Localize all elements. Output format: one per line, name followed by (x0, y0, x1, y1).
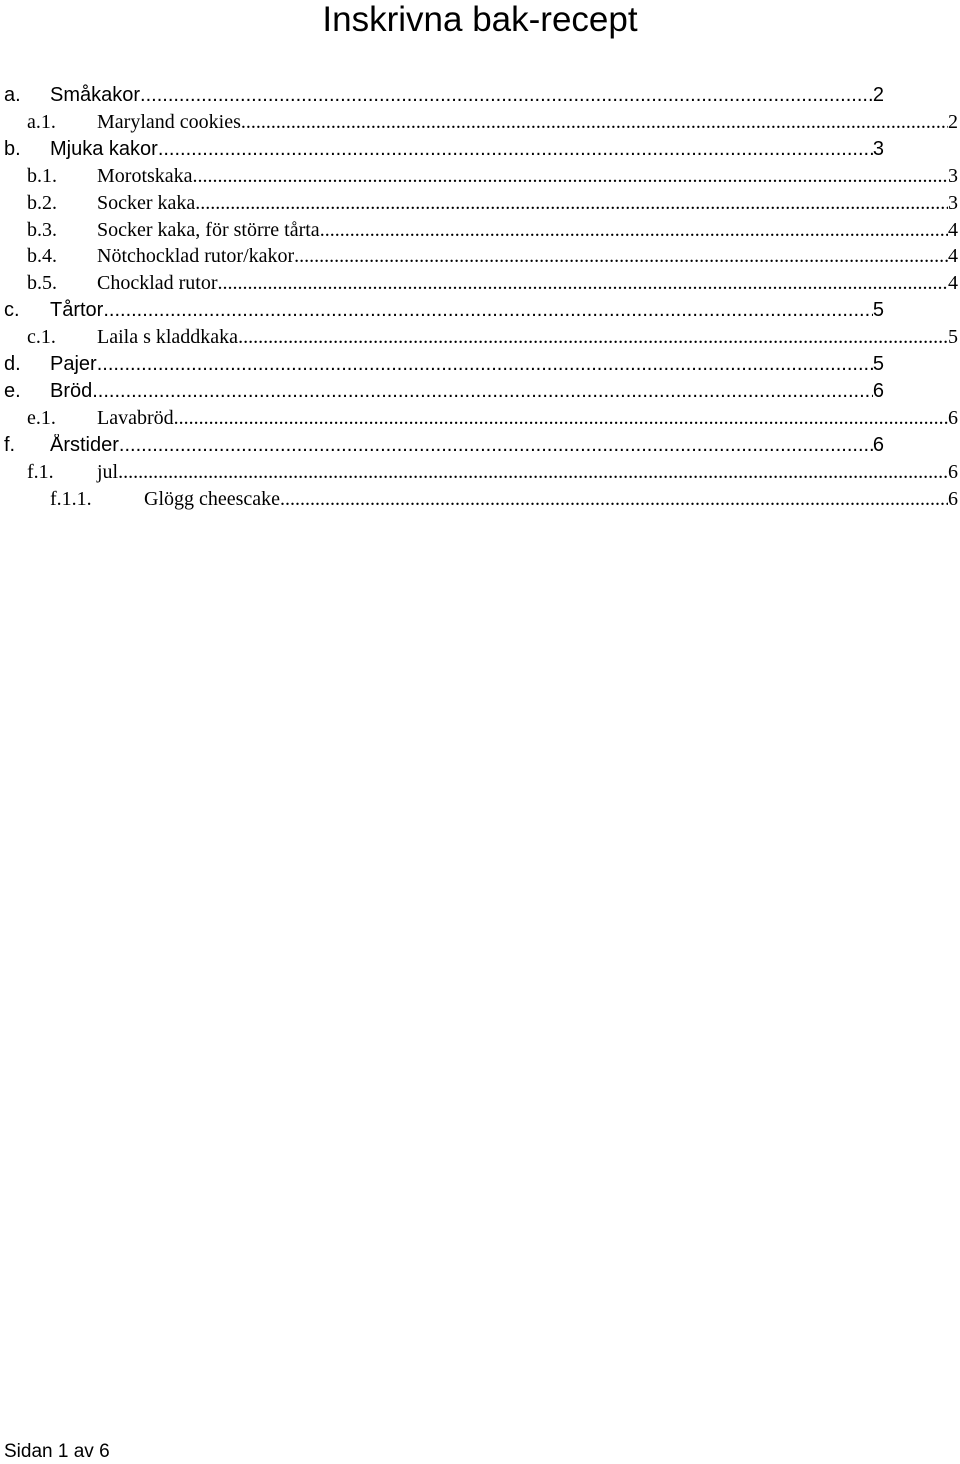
toc-entry-label: Socker kaka (97, 191, 196, 214)
toc-dot-leader (118, 461, 948, 484)
toc-entry[interactable] (4, 84, 884, 111)
toc-entry-label: Småkakor (50, 84, 141, 106)
toc-entry-page: 4 (948, 218, 958, 241)
toc-entry-number: b.5. (27, 272, 57, 295)
toc-entry-page: 6 (948, 406, 958, 429)
toc-entry-label: Pajer (50, 353, 97, 375)
toc-entry[interactable] (27, 461, 958, 488)
toc-entry-label: Lavabröd (97, 406, 174, 429)
toc-entry-page: 5 (872, 353, 884, 375)
toc-entry[interactable] (27, 219, 958, 246)
toc-entry-page: 2 (872, 84, 884, 106)
toc-dot-leader (193, 165, 948, 188)
toc-dot-leader (97, 353, 873, 376)
toc-entry-number: b.4. (27, 245, 57, 268)
toc-entry-page: 6 (872, 379, 884, 402)
toc-entry-page: 6 (948, 460, 958, 483)
toc-entry-label: Socker kaka, för större tårta (97, 218, 320, 241)
toc-entry-number: e.1. (27, 406, 56, 429)
toc-entry-label: Tårtor (50, 299, 104, 322)
toc-entry[interactable] (4, 434, 884, 461)
toc-entry[interactable] (4, 380, 884, 407)
toc-entry-label: Laila s kladdkaka (97, 326, 239, 349)
toc-entry-number: b.1. (27, 164, 57, 187)
toc-entry-number: f.1.1. (50, 487, 92, 510)
toc-entry[interactable] (27, 111, 958, 138)
toc-dot-leader (320, 219, 948, 242)
toc-entry[interactable] (4, 299, 884, 326)
toc-entry-label: Chocklad rutor (97, 272, 218, 295)
document-title: Inskrivna bak-recept (322, 0, 638, 39)
toc-entry-label: Årstider (50, 433, 119, 456)
toc-entry-page: 4 (948, 272, 958, 295)
toc-entry-number: f. (4, 433, 16, 456)
toc-entry-number: b. (4, 137, 21, 160)
toc-entry-label: Maryland cookies (97, 110, 241, 133)
page-footer: Sidan 1 av 6 (4, 1441, 110, 1462)
toc-entry[interactable] (50, 488, 958, 515)
toc-dot-leader (294, 245, 948, 268)
toc-dot-leader (241, 111, 948, 134)
toc-dot-leader (195, 192, 948, 215)
toc-entry[interactable] (27, 407, 958, 434)
toc-entry-page: 3 (948, 191, 958, 214)
toc-dot-leader (280, 488, 948, 511)
toc-entry-number: a.1. (27, 110, 56, 133)
toc-entry-number: f.1. (27, 460, 54, 483)
toc-dot-leader (158, 138, 873, 161)
toc-dot-leader (238, 326, 948, 349)
toc-entry-label: Glögg cheescake (144, 487, 281, 510)
toc-entry[interactable] (4, 353, 884, 380)
toc-dot-leader (92, 380, 873, 403)
toc-entry-page: 5 (872, 299, 884, 322)
toc-entry-page: 5 (948, 326, 958, 349)
toc-entry-label: jul (97, 460, 119, 483)
toc-entry[interactable] (4, 138, 884, 165)
toc-entry-number: b.3. (27, 218, 57, 241)
toc-entry[interactable] (27, 192, 958, 219)
toc-entry-number: c.1. (27, 326, 56, 349)
toc-entry-label: Morotskaka (97, 164, 193, 187)
toc-entry-label: Nötchocklad rutor/kakor (97, 245, 295, 268)
toc-entry-page: 6 (872, 433, 884, 456)
toc-entry-page: 6 (948, 487, 958, 510)
toc-entry-number: d. (4, 353, 21, 375)
toc-entry-number: b.2. (27, 191, 57, 214)
toc-entry-label: Mjuka kakor (50, 137, 158, 160)
toc-dot-leader (103, 299, 873, 322)
toc-dot-leader (174, 407, 948, 430)
toc-entry-number: c. (4, 299, 20, 322)
toc-dot-leader (218, 272, 948, 295)
toc-dot-leader (140, 84, 873, 107)
toc-entry[interactable] (27, 326, 958, 353)
toc-entry-page: 4 (948, 245, 958, 268)
toc-entry-page: 3 (948, 164, 958, 187)
toc-entry[interactable] (27, 272, 958, 299)
toc-entry-number: e. (4, 379, 21, 402)
toc-entry[interactable] (27, 245, 958, 272)
toc-entry-number: a. (4, 84, 21, 106)
toc-entry-page: 2 (948, 110, 958, 133)
toc-entry[interactable] (27, 165, 958, 192)
toc-entry-label: Bröd (50, 379, 93, 402)
toc-dot-leader (119, 434, 873, 457)
toc-entry-page: 3 (872, 137, 884, 160)
